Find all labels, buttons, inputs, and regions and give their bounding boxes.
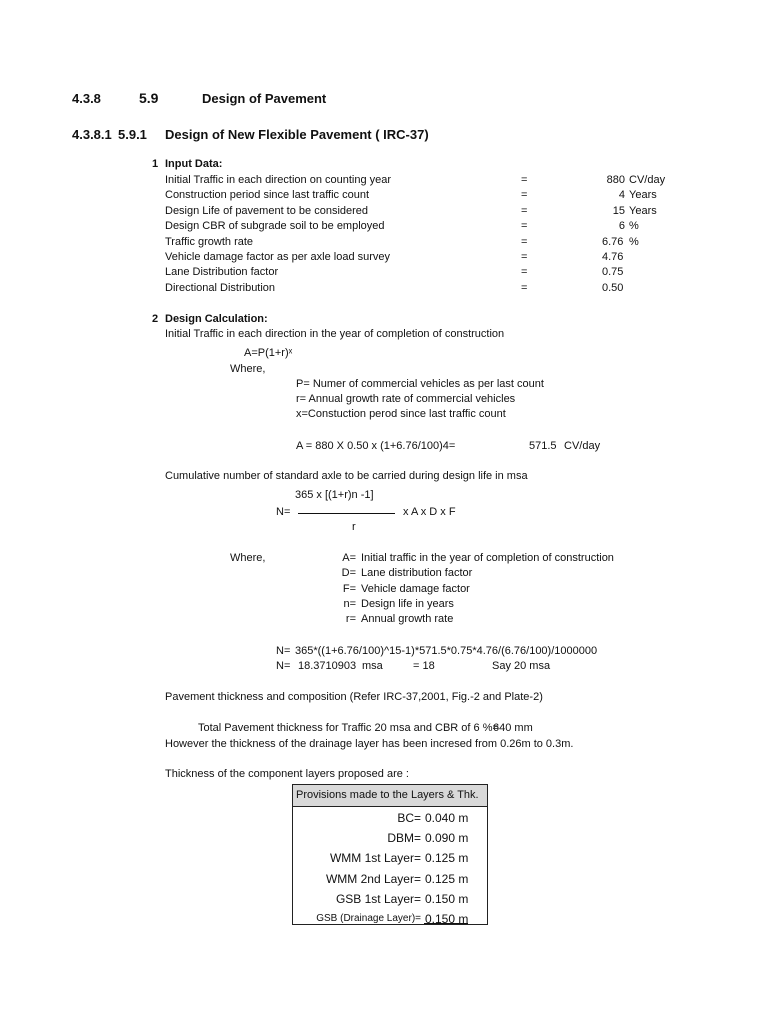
calc-title: Design Calculation: (165, 313, 268, 325)
layers-table-header (293, 785, 487, 807)
fraction-line (298, 513, 395, 514)
n-formula-denominator: r (352, 521, 356, 533)
heading2-section: 5.9.1 (118, 127, 147, 142)
where-label-2: Where, (230, 552, 266, 564)
n-formula-tail: x A x D x F (403, 506, 456, 518)
n-calc-expression: 365*((1+6.76/100)^15-1)*571.5*0.75*4.76/(6.76/100)/1000000 (295, 645, 598, 657)
calc-intro: Initial Traffic in each direction in the year of completion of construction (165, 328, 505, 340)
layer-row-label: WMM 1st Layer= (329, 851, 421, 866)
input-row-value: 4 (618, 189, 625, 202)
layer-row-value: 0.150 m (425, 891, 469, 906)
heading1-section: 5.9 (139, 90, 159, 106)
input-row-equals: = (521, 281, 528, 294)
input-row-equals: = (521, 251, 528, 263)
input-row-equals: = (521, 204, 528, 217)
input-row-value: 0.75 (602, 266, 624, 279)
input-row-unit: Years (629, 189, 657, 202)
input-row-label: Directional Distribution (165, 281, 276, 294)
layer-row-value: 0.125 m (425, 851, 469, 866)
input-row-unit: % (629, 220, 639, 233)
definition-p: P= Numer of commercial vehicles as per last count (296, 378, 544, 390)
variable-symbol: A= (342, 552, 356, 564)
input-row-label: Initial Traffic in each direction on counting year (165, 174, 392, 186)
input-row-label: Traffic growth rate (165, 235, 254, 248)
where-label-1: Where, (230, 363, 266, 375)
input-row-equals: = (521, 220, 528, 233)
thickness-intro: Pavement thickness and composition (Refer IRC-37,2001, Fig.-2 and Plate-2) (165, 691, 543, 703)
n-formula-numerator: 365 x [(1+r)n -1] (295, 489, 374, 501)
input-row-label: Lane Distribution factor (165, 266, 279, 279)
input-row-equals: = (521, 235, 528, 248)
input-row-value: 15 (612, 204, 625, 217)
input-row-label: Design CBR of subgrade soil to be employed (165, 220, 385, 233)
total-thickness-value: 640 mm (493, 722, 533, 734)
input-row-equals: = (521, 266, 528, 279)
input-row-value: 0.50 (602, 281, 624, 294)
definition-x: x=Constuction perod since last traffic count (296, 408, 506, 420)
layers-table-header-text: Provisions made to the Layers & Thk. (296, 789, 479, 801)
input-number: 1 (152, 158, 159, 170)
input-row-equals: = (521, 174, 528, 186)
n-result-say: Say 20 msa (492, 660, 551, 672)
n-result-unit: msa (362, 660, 383, 672)
variable-symbol: n= (343, 597, 356, 610)
variable-symbol: D= (341, 567, 356, 580)
layers-table (292, 784, 488, 925)
a-result: 571.5 (529, 440, 557, 452)
drainage-note: However the thickness of the drainage layer has been incresed from 0.26m to 0.3m. (165, 738, 574, 750)
layers-intro: Thickness of the component layers proposed are : (165, 768, 409, 780)
input-row-label: Construction period since last traffic count (165, 189, 370, 202)
layer-row-label: WMM 2nd Layer= (325, 871, 421, 886)
a-unit: CV/day (564, 440, 601, 452)
n-formula-label: N= (276, 506, 291, 518)
layer-row-label: DBM= (387, 831, 421, 846)
variable-symbol: F= (342, 582, 356, 595)
total-thickness-text: Total Pavement thickness for Traffic 20 msa and CBR of 6 %= (198, 722, 499, 734)
variable-description: Annual growth rate (361, 613, 454, 626)
cumulative-intro: Cumulative number of standard axle to be carried during design life in msa (165, 470, 528, 482)
variable-symbol: r= (345, 613, 356, 626)
variable-description: Initial traffic in the year of completion of construction (361, 552, 614, 564)
input-title: Input Data: (165, 158, 223, 170)
n-result-rounded: = 18 (413, 660, 435, 672)
input-row-unit: Years (629, 204, 657, 217)
layer-row-label: BC= (397, 811, 421, 825)
input-row-value: 4.76 (602, 251, 624, 263)
input-row-unit: CV/day (629, 174, 666, 186)
heading2-number: 4.3.8.1 (72, 127, 112, 142)
n-result-label: N= (276, 660, 291, 672)
last-row-underline (424, 923, 468, 924)
input-row-value: 6 (618, 220, 625, 233)
input-row-label: Design Life of pavement to be considered (165, 204, 369, 217)
layer-row-label: GSB 1st Layer= (335, 891, 421, 906)
a-calculation: A = 880 X 0.50 x (1+6.76/100)4= (296, 440, 456, 452)
layer-row-value: 0.125 m (425, 871, 469, 886)
input-row-equals: = (521, 189, 528, 202)
layer-row-label: GSB (Drainage Layer)= (316, 913, 421, 924)
heading1-number: 4.3.8 (72, 91, 101, 106)
layer-row-value: 0.090 m (425, 831, 469, 846)
variable-description: Lane distribution factor (361, 567, 473, 580)
input-row-label: Vehicle damage factor as per axle load survey (165, 251, 391, 263)
calc-number: 2 (152, 313, 159, 325)
n-result-value: 18.3710903 (298, 660, 357, 672)
formula-a: A=P(1+r)ˣ (244, 347, 293, 359)
input-row-value: 6.76 (602, 235, 624, 248)
input-row-value: 880 (606, 174, 625, 186)
definition-r: r= Annual growth rate of commercial vehicles (296, 393, 516, 405)
variable-description: Vehicle damage factor (361, 582, 470, 595)
layer-row-value: 0.150 m (425, 912, 469, 926)
heading1-title: Design of Pavement (202, 91, 327, 106)
input-row-unit: % (629, 235, 639, 248)
n-calc-label: N= (276, 645, 291, 657)
variable-description: Design life in years (361, 597, 454, 610)
heading2-title: Design of New Flexible Pavement ( IRC-37) (165, 127, 429, 142)
layer-row-value: 0.040 m (425, 811, 469, 825)
